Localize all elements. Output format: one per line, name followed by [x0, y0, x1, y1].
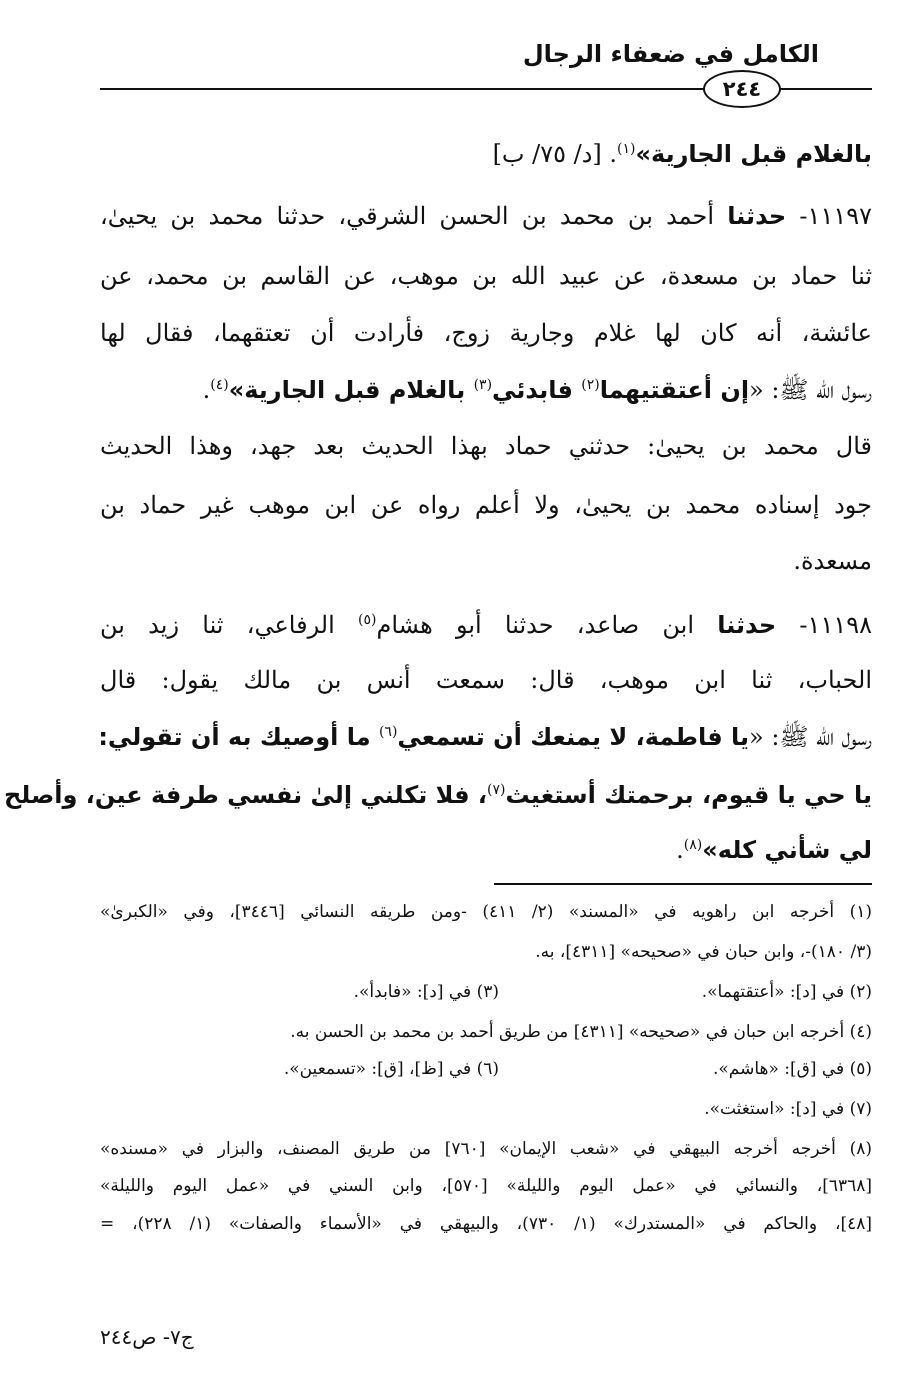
matn-text: إن أعتقتيهما — [599, 376, 750, 404]
punctuation: . — [676, 836, 684, 864]
text-line-13 — [100, 830, 872, 870]
footnote-8: (٨) أخرجه أخرجه البيهقي في «شعب الإيمان» [٧٦٠] من طريق المصنف، والبزار في «مسنده» — [100, 1139, 872, 1159]
footnote-ref: (٢) — [581, 377, 600, 393]
footnote-ref: (٤) — [210, 377, 229, 393]
text-line-2 — [100, 196, 872, 236]
text-line-1 — [100, 134, 872, 174]
hadith-intro: رسول الله ﷺ: « — [749, 723, 872, 751]
text-line-3: ثنا حماد بن مسعدة، عن عبيد الله بن موهب، عن القاسم بن محمد، عن — [100, 262, 872, 290]
footnote-7: (٧) في [د]: «استغثت». — [704, 1099, 872, 1119]
footnote-8-cont: [٦٣٦٨]، والنسائي في «عمل اليوم والليلة» [٥٧٠]، وابن السني في «عمل اليوم والليلة» — [100, 1176, 872, 1196]
matn-text: لي شأني كله» — [702, 836, 872, 864]
footnote-5: (٥) في [ق]: «هاشم». — [712, 1059, 872, 1079]
isnad-text: أحمد بن محمد بن الحسن الشرقي، حدثنا محمد بن يحيىٰ، — [100, 202, 728, 230]
footnote-ref: (٨) — [683, 837, 703, 853]
footnote-1-cont: (٣/ ١٨٠)-، وابن حبان في «صحيحه» [٤٣١١]، به. — [535, 942, 872, 962]
footnote-3: (٣) في [د]: «فابدأ». — [353, 982, 499, 1002]
isnad-keyword: حدثنا — [727, 202, 787, 230]
manuscript-ref: . [د/ ٧٥/ ب] — [492, 140, 618, 168]
text-line-12 — [3, 775, 872, 815]
text-line-10: الحباب، ثنا ابن موهب، قال: سمعت أنس بن مالك يقول: قال — [100, 666, 872, 694]
matn-text: بالغلام قبل الجارية» — [228, 376, 474, 404]
page-number-badge: ٢٤٤ — [703, 70, 781, 108]
matn-text: يا حي يا قيوم، برحمتك أستغيث — [505, 781, 872, 809]
text-line-8: مسعدة. — [793, 547, 872, 575]
hadith-intro: رسول الله ﷺ: « — [749, 376, 872, 404]
footnote-ref: (٥) — [358, 612, 377, 628]
hadith-number: ١١١٩٨- — [776, 611, 872, 639]
isnad-keyword: حدثنا — [717, 611, 777, 639]
text-line-7: جود إسناده محمد بن يحيىٰ، ولا أعلم رواه عن ابن موهب غير حماد بن — [100, 491, 872, 519]
footnote-2: (٢) في [د]: «أعتقتهما». — [701, 982, 872, 1002]
matn-text: يا فاطمة، لا يمنعك أن تسمعي — [397, 723, 750, 751]
punctuation: . — [202, 376, 211, 404]
text-line-11 — [100, 717, 872, 757]
isnad-text: الرفاعي، ثنا زيد بن — [100, 611, 359, 639]
footnote-ref: (٣) — [473, 377, 493, 393]
isnad-text: ابن صاعد، حدثنا أبو هشام — [376, 611, 718, 639]
matn-text: ، فلا تكلني إلىٰ نفسي طرفة عين، وأصلح — [3, 781, 488, 809]
footnote-rule — [494, 883, 872, 885]
footnote-6: (٦) في [ظ]، [ق]: «تسمعين». — [283, 1059, 499, 1079]
footnote-4: (٤) أخرجه ابن حبان في «صحيحه» [٤٣١١] من طريق أحمد بن محمد بن الحسن به. — [290, 1022, 872, 1042]
text-line-4: عائشة، أنه كان لها غلام وجارية زوج، فأرادت أن تعتقهما، فقال لها — [100, 319, 872, 347]
footnote-1: (١) أخرجه ابن راهويه في «المسند» (٢/ ٤١١) -ومن طريقه النسائي [٣٤٤٦]، وفي «الكبرىٰ» — [100, 902, 873, 922]
volume-page-ref: ج٧- ص٢٤٤ — [100, 1325, 194, 1349]
matn-text: ما أوصيك به أن تقولي: — [98, 723, 379, 751]
running-header-title: الكامل في ضعفاء الرجال — [522, 40, 819, 68]
footnote-ref: (٦) — [378, 724, 398, 740]
text-line-6: قال محمد بن يحيىٰ: حدثني حماد بهذا الحديث بعد جهد، وهذا الحديث — [100, 432, 873, 460]
text-line-9 — [100, 605, 872, 645]
text-line-5 — [100, 370, 872, 410]
hadith-number: ١١١٩٧- — [786, 202, 872, 230]
footnote-ref: (١) — [617, 141, 636, 157]
matn-text: فابدئي — [492, 376, 582, 404]
footnote-8-cont: [٤٨]، والحاكم في «المستدرك» (١/ ٧٣٠)، والبيهقي في «الأسماء والصفات» (١/ ٢٢٨)، = — [100, 1214, 872, 1234]
footnote-ref: (٧) — [487, 782, 506, 798]
hadith-text-bold: بالغلام قبل الجارية» — [635, 140, 872, 168]
